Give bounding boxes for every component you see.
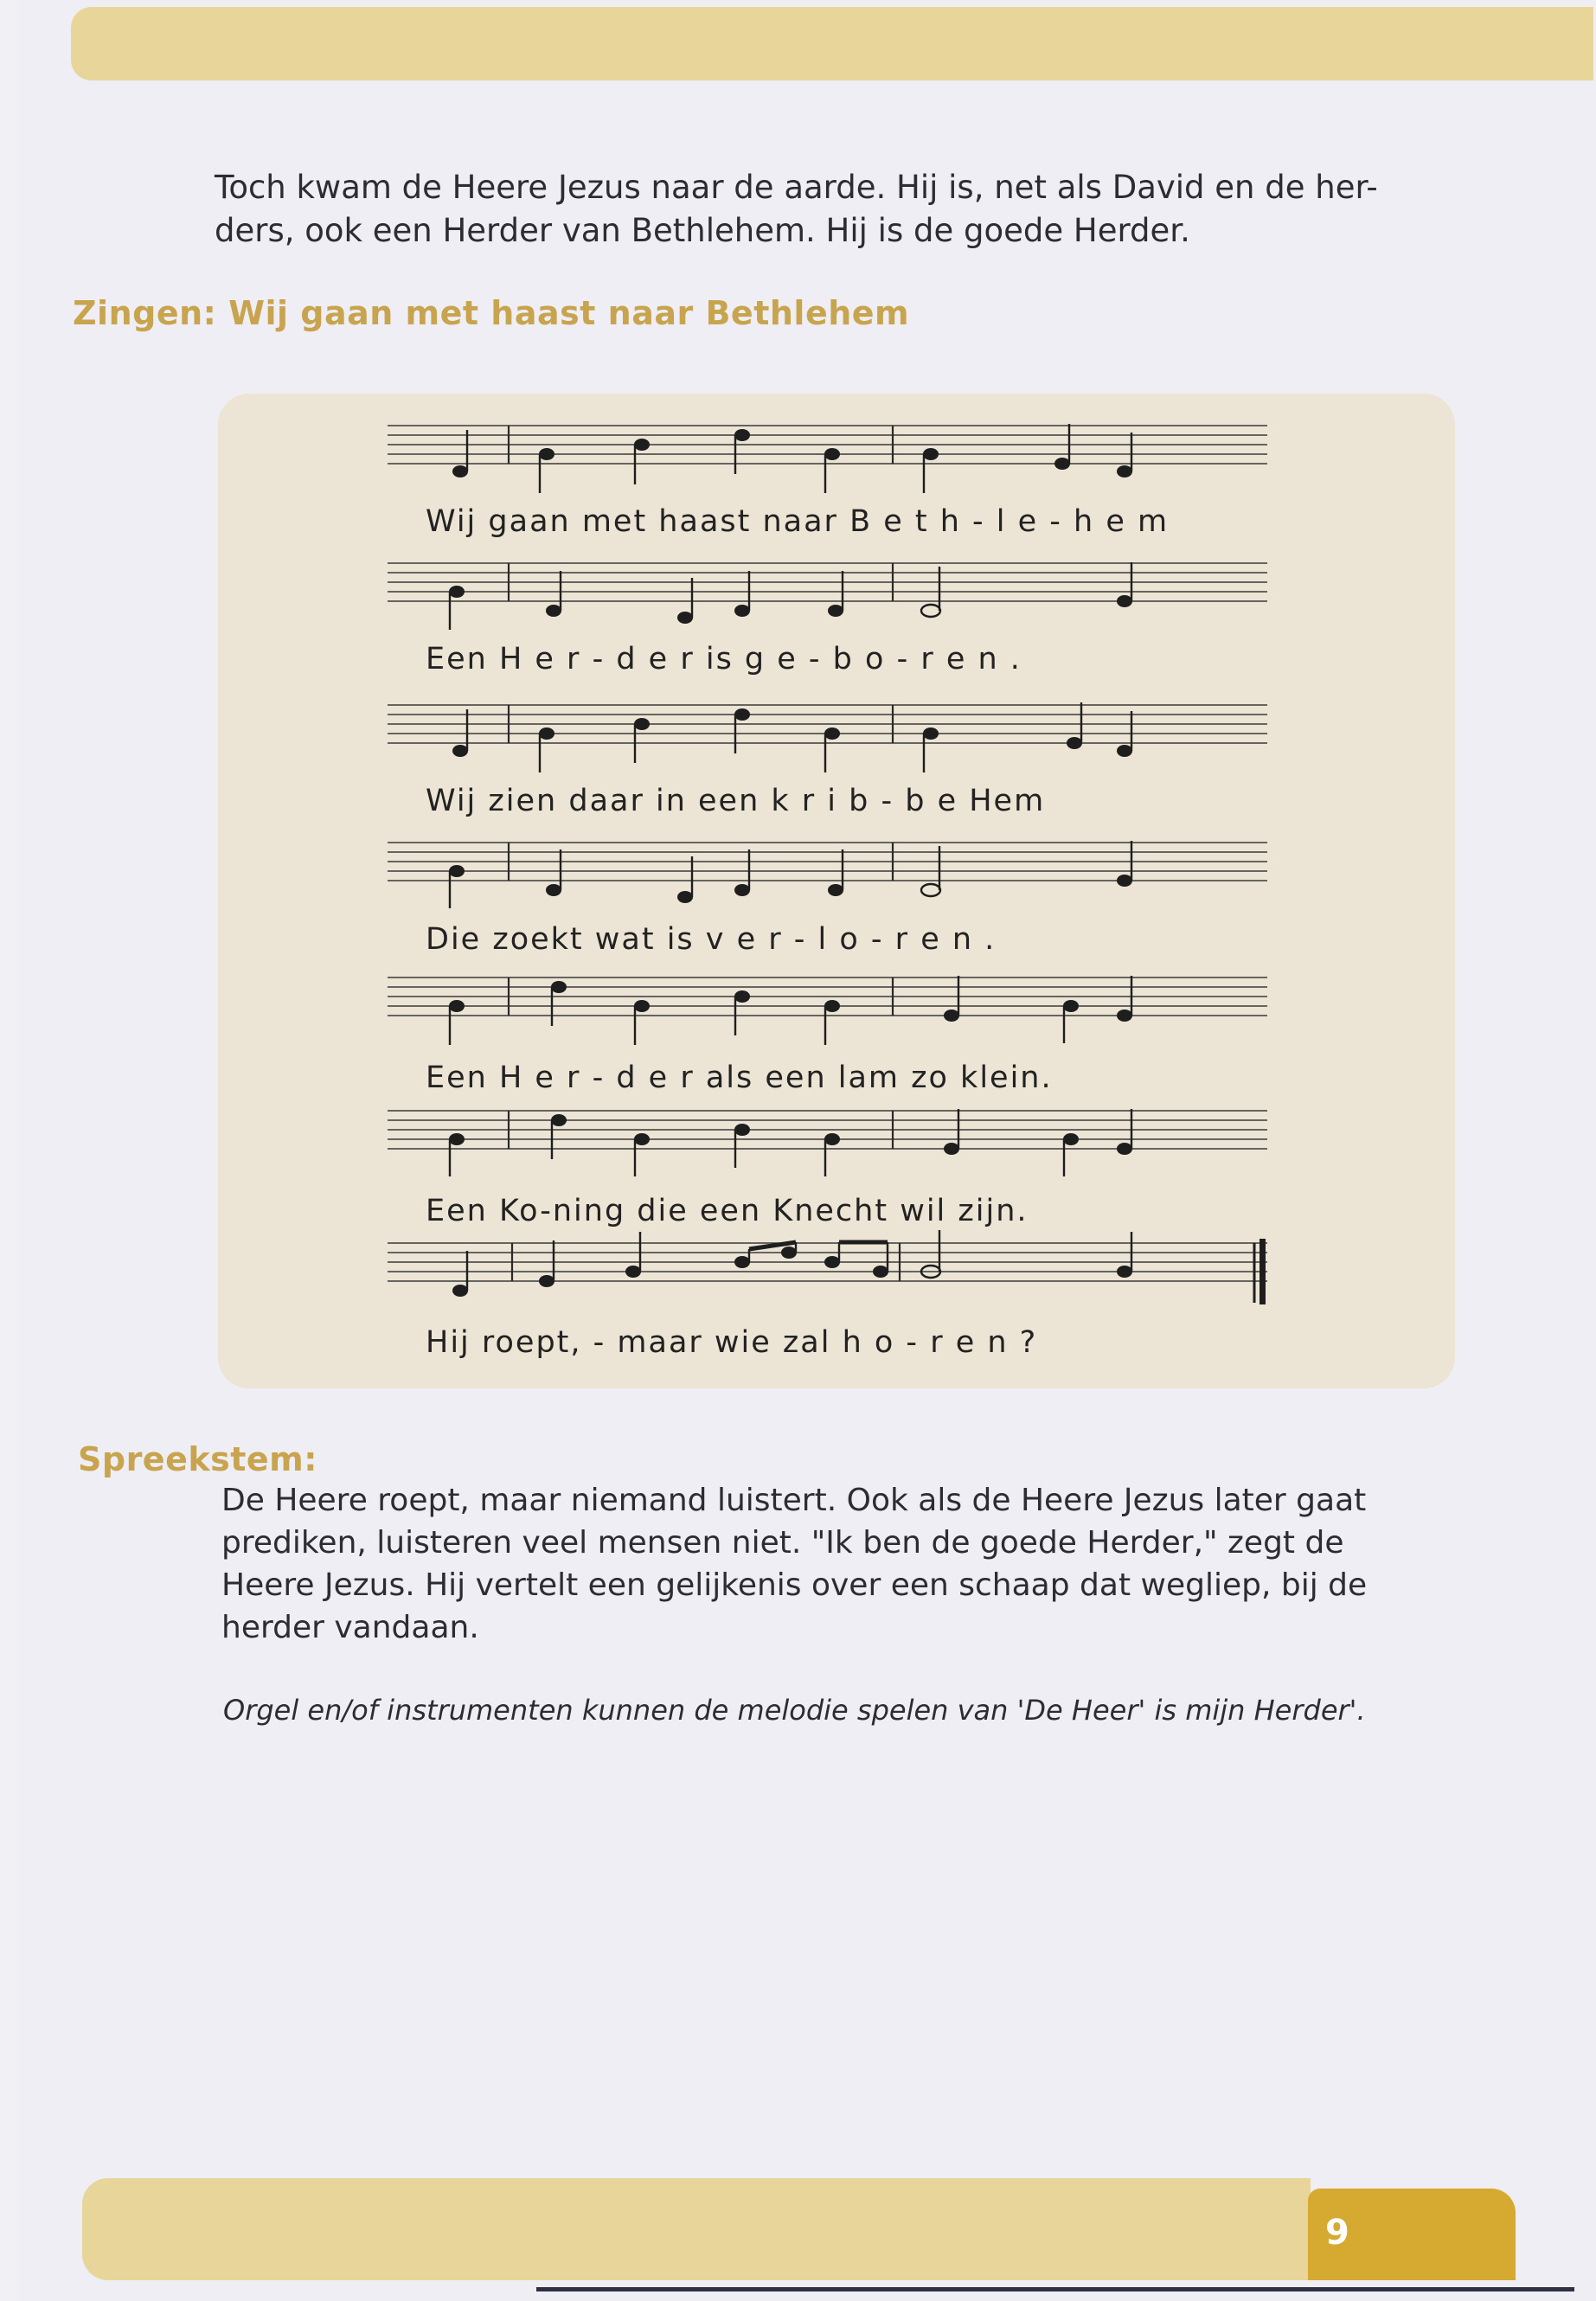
- intro-line-2: ders, ook een Herder van Bethlehem. Hij is de goede Herder.: [215, 212, 1190, 249]
- staff-system-3: [388, 702, 1267, 772]
- staff-system-5: [388, 976, 1267, 1045]
- instruction-note: Orgel en/of instrumenten kunnen de melodie spelen van 'De Heer' is mijn Herder'.: [223, 1694, 1366, 1727]
- staff-system-4: [388, 841, 1267, 908]
- sing-heading: Zingen: Wij gaan met haast naar Bethlehem: [73, 294, 910, 332]
- speak-line-1: De Heere roept, maar niemand luistert. Ook als de Heere Jezus later gaat: [221, 1483, 1367, 1518]
- speak-paragraph: [221, 1479, 1450, 1649]
- lyric-line-2: Een H e r - d e r is g e - b o - r e n .: [426, 642, 1022, 676]
- staff-system-2: [388, 562, 1267, 630]
- lyric-line-7: Hij roept, - maar wie zal h o - r e n ?: [426, 1325, 1038, 1360]
- bottom-rule: [536, 2287, 1574, 2291]
- staff-system-7: [388, 1230, 1267, 1304]
- page-number: 9: [1325, 2213, 1349, 2253]
- speak-line-3: Heere Jezus. Hij vertelt een gelijkenis over een schaap dat wegliep, bij de: [221, 1567, 1368, 1603]
- speak-heading: Spreekstem:: [78, 1440, 317, 1478]
- lyric-line-3: Wij zien daar in een k r i b - b e Hem: [426, 784, 1046, 818]
- lyric-line-6: Een Ko-ning die een Knecht wil zijn.: [426, 1194, 1029, 1228]
- intro-line-1: Toch kwam de Heere Jezus naar de aarde. Hij is, net als David en de her-: [215, 169, 1378, 206]
- lyric-line-5: Een H e r - d e r als een lam zo klein.: [426, 1061, 1053, 1095]
- staff-system-6: [388, 1109, 1267, 1176]
- bottom-decorative-band: [82, 2178, 1311, 2280]
- lyric-line-4: Die zoekt wat is v e r - l o - r e n .: [426, 922, 997, 957]
- speak-line-4: herder vandaan.: [221, 1610, 479, 1645]
- speak-line-2: prediken, luisteren veel mensen niet. "Ik ben de goede Herder," zegt de: [221, 1525, 1344, 1561]
- staff-system-1: [388, 424, 1267, 493]
- lyric-line-1: Wij gaan met haast naar B e t h - l e - h e m: [426, 504, 1170, 539]
